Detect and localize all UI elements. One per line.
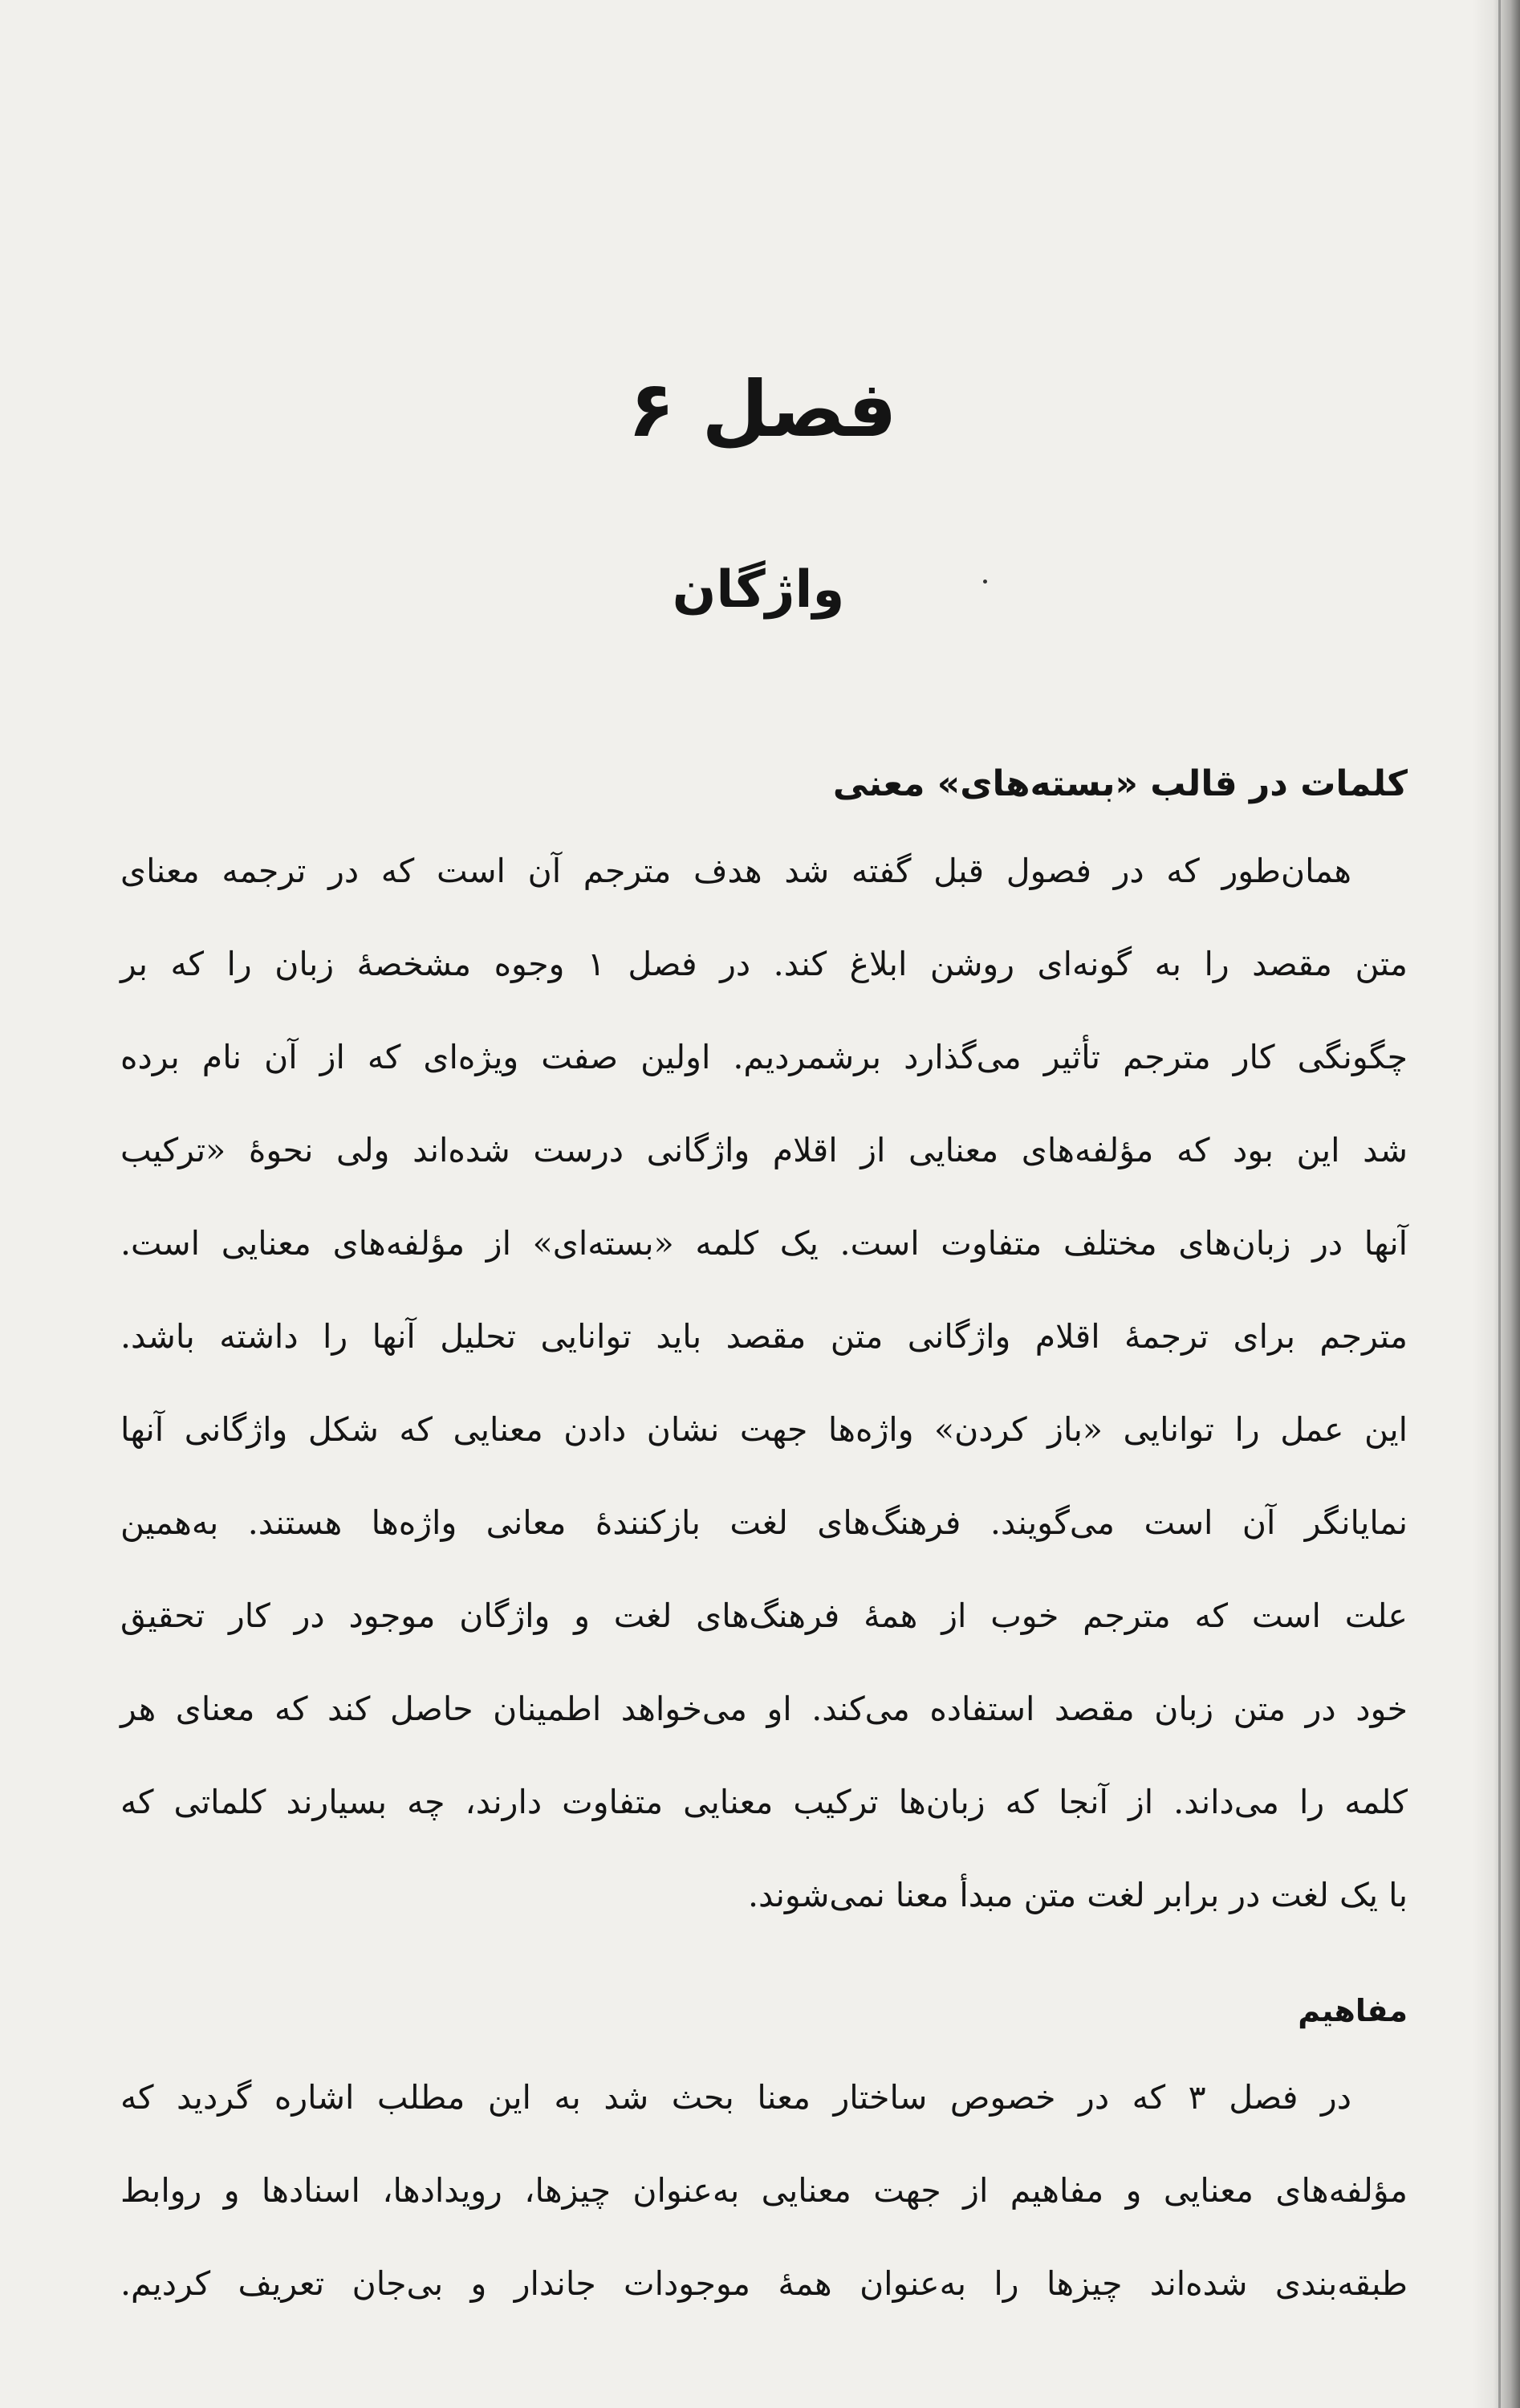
paragraph-line: همان‌طور که در فصول قبل گفته شد هدف مترجم آن است که در ترجمه معنای <box>120 852 1351 890</box>
paragraph-line: چگونگی کار مترجم تأثیر می‌گذارد برشمردیم. اولین صفت ویژه‌ای که از آن نام برده <box>120 1038 1408 1076</box>
paragraph-line: آنها در زبان‌های مختلف متفاوت است. یک کلمه «بسته‌ای» از مؤلفه‌های معنایی است. <box>120 1224 1408 1263</box>
section-heading-concepts: مفاهیم <box>1298 1993 1408 2028</box>
paragraph-line: نمایانگر آن است می‌گویند. فرهنگ‌های لغت بازکنندهٔ معانی واژه‌ها هستند. به‌همین <box>120 1503 1408 1542</box>
paragraph-line: در فصل ۳ که در خصوص ساختار معنا بحث شد به این مطلب اشاره گردید که <box>120 2078 1351 2117</box>
paragraph-line: خود در متن زبان مقصد استفاده می‌کند. او می‌خواهد اطمینان حاصل کند که معنای هر <box>120 1690 1408 1728</box>
paragraph-line: مترجم برای ترجمهٔ اقلام واژگانی متن مقصد باید توانایی تحلیل آنها را داشته باشد. <box>120 1317 1408 1356</box>
chapter-subtitle: واژگان <box>672 560 845 620</box>
paragraph-line: شد این بود که مؤلفه‌های معنایی از اقلام واژگانی درست شده‌اند ولی نحوهٔ «ترکیب <box>120 1131 1408 1169</box>
paragraph-line: با یک لغت در برابر لغت متن مبدأ معنا نمی‌شوند. <box>747 1876 1408 1914</box>
section-paragraph-words-in-bundles <box>120 824 1408 1942</box>
paragraph-line: طبقه‌بندی شده‌اند چیزها را به‌عنوان همهٔ موجودات جاندار و بی‌جان تعریف کردیم. <box>120 2264 1408 2303</box>
paragraph-line: کلمه را می‌داند. از آنجا که زبان‌ها ترکیب معنایی متفاوت دارند، چه بسیارند کلماتی که <box>120 1783 1408 1821</box>
paragraph-line: این عمل را توانایی «باز کردن» واژه‌ها جهت نشان دادن معنایی که شکل واژگانی آنها <box>120 1410 1408 1449</box>
paragraph-line: متن مقصد را به گونه‌ای روشن ابلاغ کند. در فصل ۱ وجوه مشخصهٔ زبان را که بر <box>120 945 1408 983</box>
chapter-title: فصل ۶ <box>628 364 897 454</box>
paragraph-line: مؤلفه‌های معنایی و مفاهیم از جهت معنایی به‌عنوان چیزها، رویدادها، اسنادها و روابط <box>120 2171 1408 2210</box>
section-paragraph-concepts <box>120 2051 1408 2330</box>
paragraph-line: علت است که مترجم خوب از همهٔ فرهنگ‌های لغت و واژگان موجود در کار تحقیق <box>120 1597 1408 1635</box>
section-heading-words-in-bundles: کلمات در قالب «بسته‌های» معنی <box>832 763 1408 804</box>
